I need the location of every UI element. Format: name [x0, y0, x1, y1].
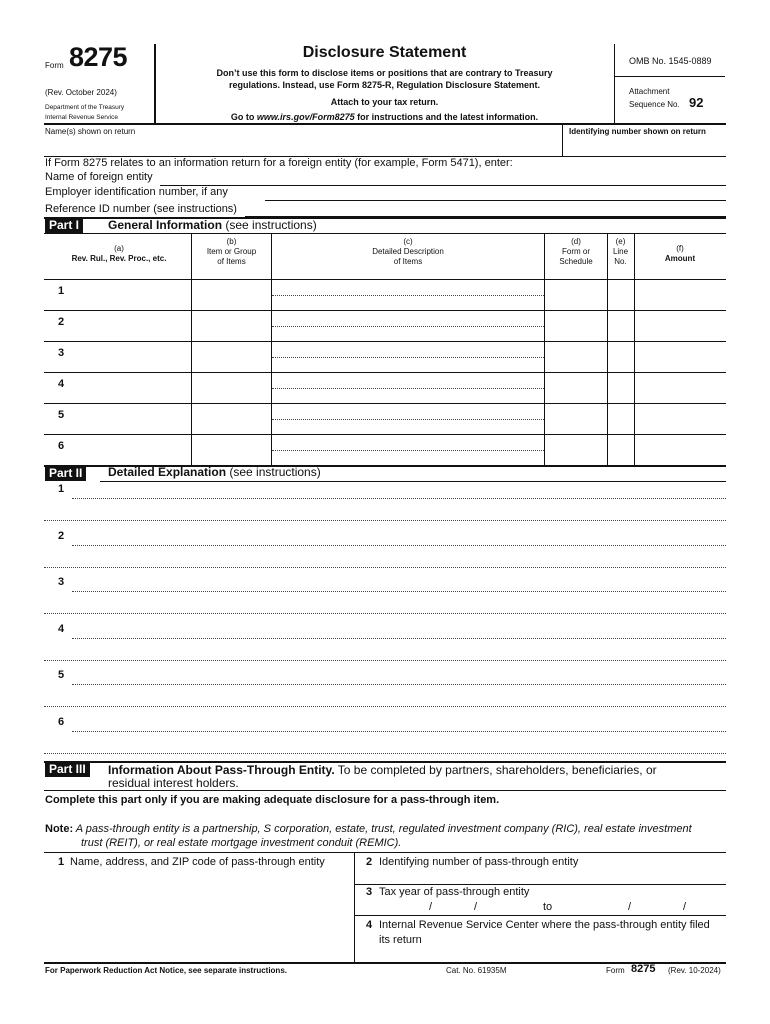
line-no-input[interactable] [608, 313, 633, 340]
description-input[interactable] [272, 327, 543, 340]
explanation-input[interactable] [72, 624, 725, 637]
form-schedule-input[interactable] [545, 313, 606, 340]
part-3-label: Part III [45, 762, 90, 777]
description-input[interactable] [272, 420, 543, 433]
form-title: Disclosure Statement [302, 44, 467, 61]
explanation-input[interactable] [72, 717, 725, 730]
footer-form-number: 8275 [631, 963, 656, 975]
column-e-header: (e) Line No. [612, 237, 629, 266]
instruction-line-1: Don’t use this form to disclose items or positions that are contrary to Treasury [216, 68, 553, 78]
line-4-label-line-2: its return [379, 934, 422, 946]
line-3-label: Tax year of pass-through entity [379, 886, 530, 898]
part-2-row-number: 2 [57, 530, 65, 542]
footer-revision: (Rev. 10-2024) [668, 966, 721, 975]
item-group-input[interactable] [192, 344, 270, 371]
description-input[interactable] [272, 406, 543, 419]
item-group-input[interactable] [192, 282, 270, 309]
rev-rul-input[interactable] [70, 437, 190, 464]
date-slash: / [474, 901, 478, 913]
item-group-input[interactable] [192, 375, 270, 402]
description-input[interactable] [272, 282, 543, 295]
description-input[interactable] [272, 344, 543, 357]
part-1-row-number: 1 [57, 285, 65, 297]
amount-input[interactable] [635, 313, 725, 340]
sequence-label: Sequence No. [629, 100, 680, 109]
footer-form-word: Form [606, 966, 625, 975]
line-2-number: 2 [366, 856, 373, 868]
irs-center-input[interactable] [379, 947, 725, 961]
form-schedule-input[interactable] [545, 406, 606, 433]
date-slash: / [628, 901, 632, 913]
rev-rul-input[interactable] [70, 344, 190, 371]
explanation-input[interactable] [44, 739, 725, 752]
column-d-header: (d) Form or Schedule [559, 237, 593, 266]
identifying-number-label: Identifying number shown on return [569, 127, 706, 136]
explanation-input[interactable] [44, 599, 725, 612]
reference-id-input[interactable] [245, 201, 725, 215]
explanation-input[interactable] [44, 646, 725, 659]
amount-input[interactable] [635, 375, 725, 402]
pass-through-id-input[interactable] [379, 869, 725, 883]
paperwork-notice: For Paperwork Reduction Act Notice, see separate instructions. [45, 966, 287, 975]
part-2-row-number: 4 [57, 623, 65, 635]
part-3-note-line-2: trust (REIT), or real estate mortgage investment conduit (REMIC). [81, 837, 402, 849]
part-1-row-number: 4 [57, 378, 65, 390]
tax-year-start-month[interactable] [395, 901, 427, 914]
form-schedule-input[interactable] [545, 344, 606, 371]
column-b-header: (b) Item or Group of Items [206, 237, 257, 266]
explanation-input[interactable] [72, 577, 725, 590]
part-1-label: Part I [45, 218, 83, 233]
part-3-note: Note: A pass-through entity is a partnership, S corporation, estate, trust, regulated investment company (RIC), real estate investment [45, 823, 692, 835]
line-1-number: 1 [58, 856, 65, 868]
tax-year-end-year[interactable] [690, 901, 725, 914]
instruction-line-2: regulations. Instead, use Form 8275-R, Regulation Disclosure Statement. [228, 80, 541, 90]
rev-rul-input[interactable] [70, 406, 190, 433]
description-input[interactable] [272, 313, 543, 326]
tax-year-end-month[interactable] [557, 901, 625, 914]
column-c-header: (c) Detailed Description of Items [372, 237, 444, 266]
line-1-label: Name, address, and ZIP code of pass-through entity [70, 856, 325, 868]
form-word: Form [45, 61, 64, 70]
description-input[interactable] [272, 389, 543, 402]
pass-through-name-address-input[interactable] [46, 872, 351, 958]
foreign-intro: If Form 8275 relates to an information return for a foreign entity (for example, Form 5471), enter: [45, 157, 513, 169]
names-label: Name(s) shown on return [45, 127, 136, 136]
tax-year-end-day[interactable] [636, 901, 681, 914]
part-2-label: Part II [45, 466, 86, 481]
part-3-complete-note: Complete this part only if you are making adequate disclosure for a pass-through item. [45, 794, 500, 806]
part-1-row-number: 2 [57, 316, 65, 328]
form-schedule-input[interactable] [545, 375, 606, 402]
irs-link[interactable]: www.irs.gov/Form8275 [256, 112, 355, 122]
part-1-row-number: 6 [57, 440, 65, 452]
line-no-input[interactable] [608, 437, 633, 464]
attach-instruction: Attach to your tax return. [330, 97, 439, 107]
line-3-number: 3 [366, 886, 373, 898]
attachment-label: Attachment [629, 87, 670, 96]
line-no-input[interactable] [608, 344, 633, 371]
explanation-input[interactable] [72, 484, 725, 497]
line-no-input[interactable] [608, 406, 633, 433]
identifying-number-input[interactable] [565, 137, 725, 154]
part-1-row-number: 5 [57, 409, 65, 421]
foreign-name-label: Name of foreign entity [45, 171, 153, 183]
item-group-input[interactable] [192, 406, 270, 433]
amount-input[interactable] [635, 437, 725, 464]
explanation-input[interactable] [44, 692, 725, 705]
part-1-row-number: 3 [57, 347, 65, 359]
explanation-input[interactable] [72, 531, 725, 544]
foreign-name-input[interactable] [160, 170, 725, 184]
description-input[interactable] [272, 437, 543, 450]
catalog-number: Cat. No. 61935M [446, 966, 507, 975]
department-label: Department of the Treasury [45, 104, 125, 111]
date-slash: / [429, 901, 433, 913]
tax-year-start-day[interactable] [437, 901, 472, 914]
description-input[interactable] [272, 375, 543, 388]
description-input[interactable] [272, 451, 543, 464]
amount-input[interactable] [635, 344, 725, 371]
to-label: to [543, 901, 553, 913]
description-input[interactable] [272, 358, 543, 371]
sequence-number: 92 [689, 95, 704, 110]
column-f-header: (f) Amount [664, 244, 696, 263]
reference-id-label: Reference ID number (see instructions) [45, 203, 237, 215]
agency-label: Internal Revenue Service [45, 114, 118, 121]
part-3-title: Information About Pass-Through Entity. To be completed by partners, shareholders, beneficiaries, or [108, 763, 657, 777]
revision-date: (Rev. October 2024) [45, 88, 117, 97]
part-2-row-number: 3 [57, 576, 65, 588]
line-4-label: Internal Revenue Service Center where the pass-through entity filed [379, 919, 710, 931]
ein-label: Employer identification number, if any [45, 186, 228, 198]
date-slash: / [683, 901, 687, 913]
line-no-input[interactable] [608, 282, 633, 309]
tax-year-start-year[interactable] [482, 901, 537, 914]
explanation-input[interactable] [44, 506, 725, 519]
explanation-input[interactable] [44, 553, 725, 566]
part-2-row-number: 1 [57, 483, 65, 495]
rev-rul-input[interactable] [70, 375, 190, 402]
amount-input[interactable] [635, 406, 725, 433]
names-input[interactable] [45, 137, 560, 154]
part-3-title-line-2: residual interest holders. [108, 776, 239, 790]
form-schedule-input[interactable] [545, 437, 606, 464]
line-4-number: 4 [366, 919, 373, 931]
ein-input[interactable] [265, 185, 725, 199]
item-group-input[interactable] [192, 437, 270, 464]
part-2-row-number: 6 [57, 716, 65, 728]
line-no-input[interactable] [608, 375, 633, 402]
part-1-title: General Information (see instructions) [108, 218, 317, 232]
description-input[interactable] [272, 296, 543, 309]
omb-number: OMB No. 1545-0889 [629, 56, 712, 66]
explanation-input[interactable] [72, 670, 725, 683]
part-2-title: Detailed Explanation (see instructions) [108, 465, 321, 479]
form-schedule-input[interactable] [545, 282, 606, 309]
goto-instruction: Go to www.irs.gov/Form8275 for instructions and the latest information. [230, 112, 539, 122]
line-2-label: Identifying number of pass-through entity [379, 856, 579, 868]
item-group-input[interactable] [192, 313, 270, 340]
form-number: 8275 [69, 42, 128, 72]
amount-input[interactable] [635, 282, 725, 309]
rev-rul-input[interactable] [70, 282, 190, 309]
column-a-header: (a) Rev. Rul., Rev. Proc., etc. [71, 244, 167, 263]
rev-rul-input[interactable] [70, 313, 190, 340]
part-2-row-number: 5 [57, 669, 65, 681]
